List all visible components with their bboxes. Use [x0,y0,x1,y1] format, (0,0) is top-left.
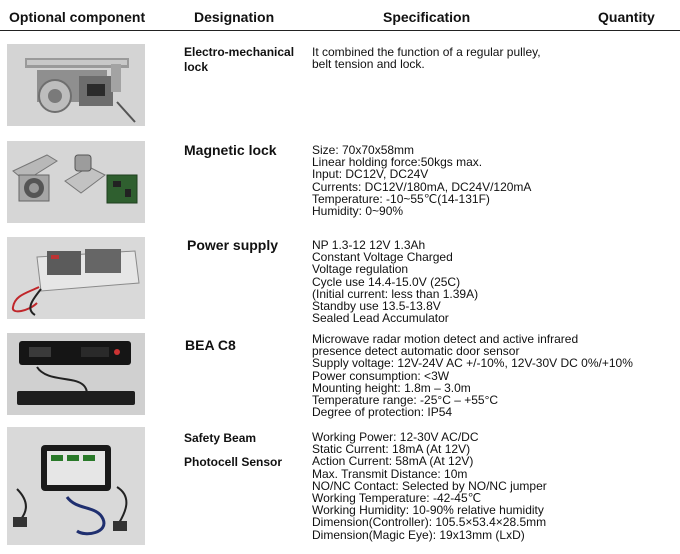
spec-magnetic-lock [312,144,531,217]
spec-safety-beam-photocell [312,431,547,541]
spec-line: Max. Transmit Distance: 10m [312,466,468,481]
spec-line: Temperature: -10~55℃(14-131F) [312,191,490,206]
spec-line: NP 1.3-12 12V 1.3Ah [312,238,426,252]
spec-line: Currents: DC12V/180mA, DC24V/120mA [312,179,532,194]
spec-line: Microwave radar motion detect and active infrared [312,332,579,346]
power-supply-image [7,237,145,319]
spec-line: Degree of protection: IP54 [312,405,453,420]
spec-line: Dimension(Magic Eye): 19x13mm (LxD) [312,527,525,542]
spec-line: Linear holding force:50kgs max. [312,155,483,170]
header-designation: Designation [194,9,275,25]
spec-electro-mechanical-lock [312,46,541,70]
spec-line: Size: 70x70x58mm [312,143,415,157]
spec-line: Cycle use 14.4-15.0V (25C) [312,274,461,289]
spec-line: Humidity: 0~90% [312,203,404,218]
spec-bea-c8 [312,333,633,418]
spec-line: Sealed Lead Accumulator [312,311,449,326]
spec-line: Static Current: 18mA (At 12V) [312,442,471,457]
spec-line: Working Power: 12-30V AC/DC [312,430,479,444]
spec-line: Dimension(Controller): 105.5×53.4×28.5mm [312,515,547,530]
bea-c8-sensor-image [7,333,145,415]
designation-safety-beam: Safety Beam [184,431,257,445]
header-optional-component: Optional component [9,9,146,25]
header-specification: Specification [383,9,471,25]
spec-line: Action Current: 58mA (At 12V) [312,454,474,469]
spec-line: Voltage regulation [312,262,409,277]
header-quantity: Quantity [598,9,655,25]
spec-line: Supply voltage: 12V-24V AC +/-10%, 12V-30V DC 0%/+10% [312,356,633,371]
spec-line: Temperature range: -25°C – +55°C [312,392,499,407]
designation-magnetic-lock: Magnetic lock [184,142,277,158]
spec-line: Power consumption: <3W [312,368,450,383]
safety-beam-photocell-image [7,427,145,545]
spec-line: presence detect automatic door sensor [312,344,520,359]
designation-power-supply: Power supply [187,237,279,253]
designation-electro-mechanical-lock [184,45,294,75]
spec-line: (Initial current: less than 1.39A) [312,286,479,301]
spec-line: belt tension and lock. [312,57,425,72]
designation-photocell-sensor: Photocell Sensor [184,455,283,469]
spec-line: Working Temperature: -42-45℃ [312,490,482,505]
spec-line: It combined the function of a regular pulley, [312,45,541,59]
spec-line: Standby use 13.5-13.8V [312,298,441,313]
electro-mechanical-lock-image [7,44,145,126]
spec-line: Working Humidity: 10-90% relative humidity [312,503,544,518]
spec-line: Input: DC12V, DC24V [312,167,429,182]
spec-line: Constant Voltage Charged [312,250,453,265]
spec-line: Mounting height: 1.8m – 3.0m [312,380,471,395]
designation-bea-c8: BEA C8 [185,337,236,353]
spec-line: NO/NC Contact: Selected by NO/NC jumper [312,478,547,493]
header-divider [0,30,680,31]
spec-power-supply [312,239,478,324]
designation-line: Electro-mechanical [184,45,295,59]
designation-line: lock [184,60,209,74]
magnetic-lock-image [7,141,145,223]
